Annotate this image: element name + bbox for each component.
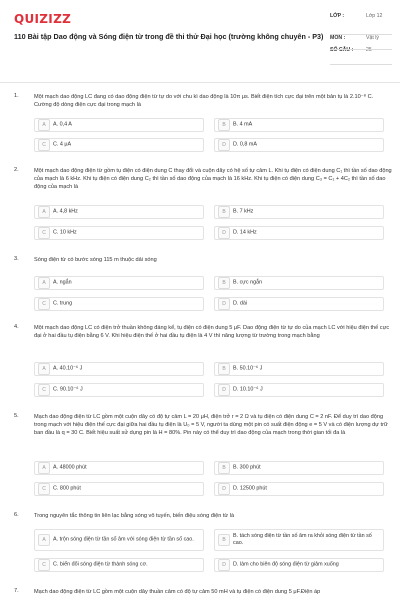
option-letter: C	[38, 384, 50, 396]
option-text: D. 0,8 mA	[233, 141, 257, 148]
option-text: A. trộn sóng điện từ tần số âm với sóng điện từ tần số cao.	[53, 536, 194, 543]
option-letter: A	[38, 363, 50, 375]
option-a[interactable]	[34, 461, 204, 475]
option-letter: D	[218, 559, 230, 571]
question-6	[14, 512, 394, 576]
option-text: C. 800 phút	[53, 485, 81, 492]
worksheet-title: 110 Bài tập Dao động và Sóng điện từ trong đề thi thử Đại học (trường không chuyên - P3)	[14, 32, 324, 41]
question-4	[14, 324, 394, 400]
option-text: A. ngắn	[53, 279, 72, 286]
option-text: B. cực ngắn	[233, 279, 263, 286]
option-text: D. làm cho biên độ sóng điện từ giảm xuống	[233, 561, 339, 568]
option-text: A. 4,8 kHz	[53, 208, 78, 215]
option-text: A. 0,4 A	[53, 121, 72, 128]
meta-divider	[330, 64, 392, 65]
option-c[interactable]	[34, 226, 204, 240]
question-2	[14, 167, 394, 243]
option-a[interactable]	[34, 529, 204, 551]
option-text: D. 10.10⁻⁶ J	[233, 386, 263, 393]
question-text: Một mạch dao động LC có điện trở thuần không đáng kể, tụ điện có điện dung 5 μF. Dao động điện từ tự do của mạch LC với hiệu điện thế cực đại ở hai đầu tụ điện bằng 6 V. Khi hiệu điện thế ở hai đầu tụ điện là 4 V thì năng lượng từ trường trong mạch bằng	[34, 325, 390, 339]
option-letter: B	[218, 119, 230, 131]
option-text: D. 12500 phút	[233, 485, 267, 492]
option-letter: A	[38, 462, 50, 474]
option-letter: D	[218, 384, 230, 396]
option-text: B. 50.10⁻⁶ J	[233, 365, 263, 372]
option-letter: A	[38, 119, 50, 131]
meta-divider	[330, 49, 392, 50]
meta-class: LỚP : Lớp 12	[330, 13, 383, 19]
option-letter: B	[218, 277, 230, 289]
option-letter: A	[38, 534, 50, 546]
option-d[interactable]	[214, 297, 384, 311]
question-number: 7.	[14, 588, 19, 594]
question-number: 2.	[14, 167, 19, 173]
quizizz-logo: QUIZIZZ	[14, 12, 72, 26]
worksheet-meta	[330, 13, 392, 59]
option-b[interactable]	[214, 205, 384, 219]
meta-divider	[330, 34, 392, 35]
option-b[interactable]	[214, 461, 384, 475]
meta-subject: MÔN : Vật lý	[330, 35, 379, 41]
question-text: Trong nguyên tắc thông tin liên lạc bằng sóng vô tuyến, biến điệu sóng điện từ là	[34, 513, 235, 519]
option-b[interactable]	[214, 362, 384, 376]
option-d[interactable]	[214, 138, 384, 152]
option-text: C. 90.10⁻⁶ J	[53, 386, 83, 393]
question-1	[14, 93, 394, 153]
option-d[interactable]	[214, 482, 384, 496]
option-text: D. dài	[233, 300, 248, 307]
option-letter: C	[38, 227, 50, 239]
option-text: C. 10 kHz	[53, 229, 77, 236]
question-text: Sóng điện từ có bước sóng 115 m thuộc dải sóng	[34, 257, 157, 263]
option-letter: D	[218, 298, 230, 310]
option-text: B. 300 phút	[233, 464, 261, 471]
question-5	[14, 413, 394, 497]
question-number: 6.	[14, 512, 19, 518]
option-c[interactable]	[34, 138, 204, 152]
option-letter: B	[218, 363, 230, 375]
option-letter: C	[38, 483, 50, 495]
option-d[interactable]	[214, 383, 384, 397]
question-7	[14, 588, 394, 600]
option-a[interactable]	[34, 118, 204, 132]
option-a[interactable]	[34, 362, 204, 376]
option-text: D. 14 kHz	[233, 229, 257, 236]
option-letter: D	[218, 139, 230, 151]
question-number: 1.	[14, 93, 19, 99]
option-text: C. trung	[53, 300, 73, 307]
option-letter: A	[38, 277, 50, 289]
option-text: A. 48000 phút	[53, 464, 87, 471]
option-a[interactable]	[34, 276, 204, 290]
option-letter: B	[218, 206, 230, 218]
question-text: Mạch dao động điện từ LC gồm một cuộn dây thuần cảm có độ tự cảm 50 mH và tụ điện có điện dung 5 μF.Điện áp	[34, 589, 321, 595]
option-letter: C	[38, 559, 50, 571]
option-letter: D	[218, 483, 230, 495]
option-text: C. biến đổi sóng điện từ thành sóng cơ.	[53, 561, 148, 568]
option-text: B. tách sóng điện từ tần số âm ra khỏi sóng điện từ tần số cao.	[233, 533, 372, 546]
option-letter: C	[38, 139, 50, 151]
option-b[interactable]	[214, 529, 384, 551]
header-divider	[0, 82, 400, 83]
option-letter: D	[218, 227, 230, 239]
option-letter: C	[38, 298, 50, 310]
option-letter: B	[218, 534, 230, 546]
question-3	[14, 256, 394, 312]
option-c[interactable]	[34, 383, 204, 397]
option-text: C. 4 μA	[53, 141, 72, 148]
option-a[interactable]	[34, 205, 204, 219]
option-d[interactable]	[214, 226, 384, 240]
option-letter: B	[218, 462, 230, 474]
option-letter: A	[38, 206, 50, 218]
question-number: 3.	[14, 256, 19, 262]
worksheet-header	[0, 0, 400, 84]
question-number: 4.	[14, 324, 19, 330]
option-c[interactable]	[34, 558, 204, 572]
option-b[interactable]	[214, 118, 384, 132]
option-d[interactable]	[214, 558, 384, 572]
meta-question-count: SỐ CÂU : 25	[330, 47, 372, 53]
option-c[interactable]	[34, 482, 204, 496]
question-text: Mạch dao động điện từ LC gồm một cuộn dây có độ tự cảm L = 20 μH, điện trở r = 2 Ω và tụ điện có điện dung C = 2 nF. Để duy trì dao động trong mạch với hiệu điện thế cực đại giữa hai đầu tụ điện là U₀ = 5 V, người ta dùng một pin có suất điện động e = 5 V và có điện lượng dự trữ ban đầu là q = 30 C. Biết hiệu suất sử dụng pin là H = 80%. Pin này có thể duy trì dao động của mạch trong thời gian tối đa là	[34, 414, 388, 436]
question-number: 5.	[14, 413, 19, 419]
option-c[interactable]	[34, 297, 204, 311]
option-text: B. 7 kHz	[233, 208, 254, 215]
question-text: Một mạch dao động LC đang có dao động điện từ tự do với chu kì dao động là 10π μs. Biết điện tích cực đại trên một bản tụ là 2.10⁻⁸ C. Cường độ dòng điện cực đại trong mạch là	[34, 94, 374, 108]
option-b[interactable]	[214, 276, 384, 290]
option-text: B. 4 mA	[233, 121, 253, 128]
option-text: A. 40.10⁻⁶ J	[53, 365, 83, 372]
question-text: Một mạch dao động điện từ gồm tụ điện có điện dung C thay đổi và cuộn dây có hệ số tự cảm L. Khi tụ điện có điện dung C₁ thì tần số dao động của mạch là 6 kHz. Khi tụ điện có điện dung C₂ thì tần số dao động của mạch là 16 kHz. Khi tụ điện có điện dung C₃ = C₁ + 4C₂ thì tần số dao động của mạch là	[34, 168, 392, 190]
